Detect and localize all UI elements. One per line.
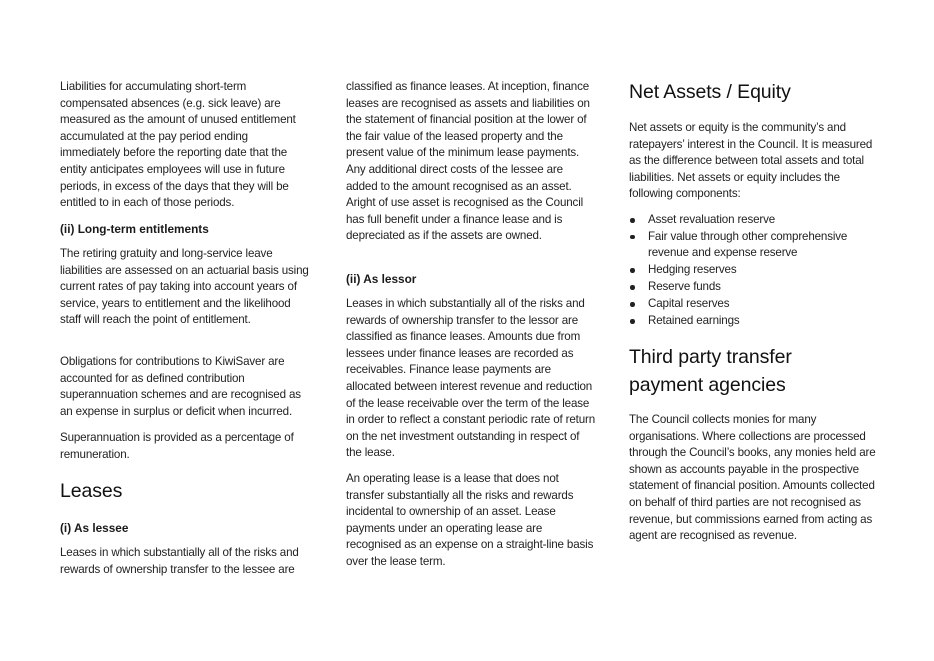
list-item: Reserve funds bbox=[629, 279, 879, 296]
heading-leases: Leases bbox=[60, 480, 123, 502]
paragraph-net-assets: Net assets or equity is the community’s and ratepayers’ interest in the Council. It is measured as the difference between total assets and total liabilities. Net assets or equity includes the following components: bbox=[629, 121, 873, 201]
subheading-as-lessee: (i) As lessee bbox=[60, 521, 129, 535]
list-item: Retained earnings bbox=[629, 313, 879, 330]
paragraph-third-party: The Council collects monies for many organisations. Where collections are processed through the Council’s books, any monies held are shown as accounts payable in the prospective statement of financial position. Amounts collected on behalf of third parties are not recognised as revenue, but commissions earned from acting as agent are recognised as revenue. bbox=[629, 413, 876, 543]
list-item: Fair value through other comprehensive revenue and expense reserve bbox=[629, 229, 879, 262]
paragraph-lessor-leases: Leases in which substantially all of the risks and rewards of ownership transfer to the lessor are classified as finance leases. Amounts due from lessees under finance leases are recorded as receivables. Finance lease payments are allocated between interest revenue and reduction of the lease receivable over the term of the lease in order to reflect a constant periodic rate of return on the net investment outstanding in respect of the lease. bbox=[346, 297, 596, 460]
paragraph-kiwisaver: Obligations for contributions to KiwiSaver are accounted for as defined contribution superannuation schemes and are recognised as an expense in surplus or deficit when incurred. bbox=[60, 355, 301, 418]
paragraph-finance-leases: classified as finance leases. At inception, finance leases are recognised as assets and liabilities on the statement of financial position at the lower of the fair value of the leased property and the present value of the minimum lease payments. Any additional direct costs of the lessee are added to the amount recognised as an asset. Aright of use asset is recognised as the Council has full benefit under a finance lease and is depreciated as if the assets are owned. bbox=[346, 80, 590, 243]
bullet-icon bbox=[630, 268, 635, 273]
paragraph-operating-lease: An operating lease is a lease that does not transfer substantially all the risks and rewards incidental to ownership of an asset. Lease payments under an operating lease are recognised as an expense on a straight-line basis over the lease term. bbox=[346, 472, 594, 568]
paragraph-lessee-leases: Leases in which substantially all of the risks and rewards of ownership transfer to the lessee are bbox=[60, 546, 299, 576]
subheading-as-lessor: (ii) As lessor bbox=[346, 272, 417, 286]
paragraph-superannuation: Superannuation is provided as a percentage of remuneration. bbox=[60, 431, 294, 461]
bullet-icon bbox=[630, 302, 635, 307]
heading-third-party-agencies: Third party transfer payment agencies bbox=[629, 346, 792, 396]
list-item: Hedging reserves bbox=[629, 262, 879, 279]
list-item: Capital reserves bbox=[629, 296, 879, 313]
heading-net-assets-equity: Net Assets / Equity bbox=[629, 81, 791, 103]
equity-components-list bbox=[629, 212, 879, 330]
subheading-long-term-entitlements: (ii) Long-term entitlements bbox=[60, 222, 209, 236]
bullet-icon bbox=[630, 285, 635, 290]
paragraph-retiring-gratuity: The retiring gratuity and long-service leave liabilities are assessed on an actuarial basis using current rates of pay taking into account years of service, years to entitlement and the likelihood staff will reach the point of entitlement. bbox=[60, 247, 309, 327]
bullet-icon bbox=[630, 319, 635, 324]
paragraph-short-term-absences: Liabilities for accumulating short-term compensated absences (e.g. sick leave) are measured as the amount of unused entitlement accumulated at the pay period ending immediately before the reporting date that the entity anticipates employees will use in future periods, in excess of the days that they will be entitled to in each of those periods. bbox=[60, 80, 296, 210]
bullet-icon bbox=[630, 235, 635, 240]
bullet-icon bbox=[630, 218, 635, 223]
list-item: Asset revaluation reserve bbox=[629, 212, 879, 229]
